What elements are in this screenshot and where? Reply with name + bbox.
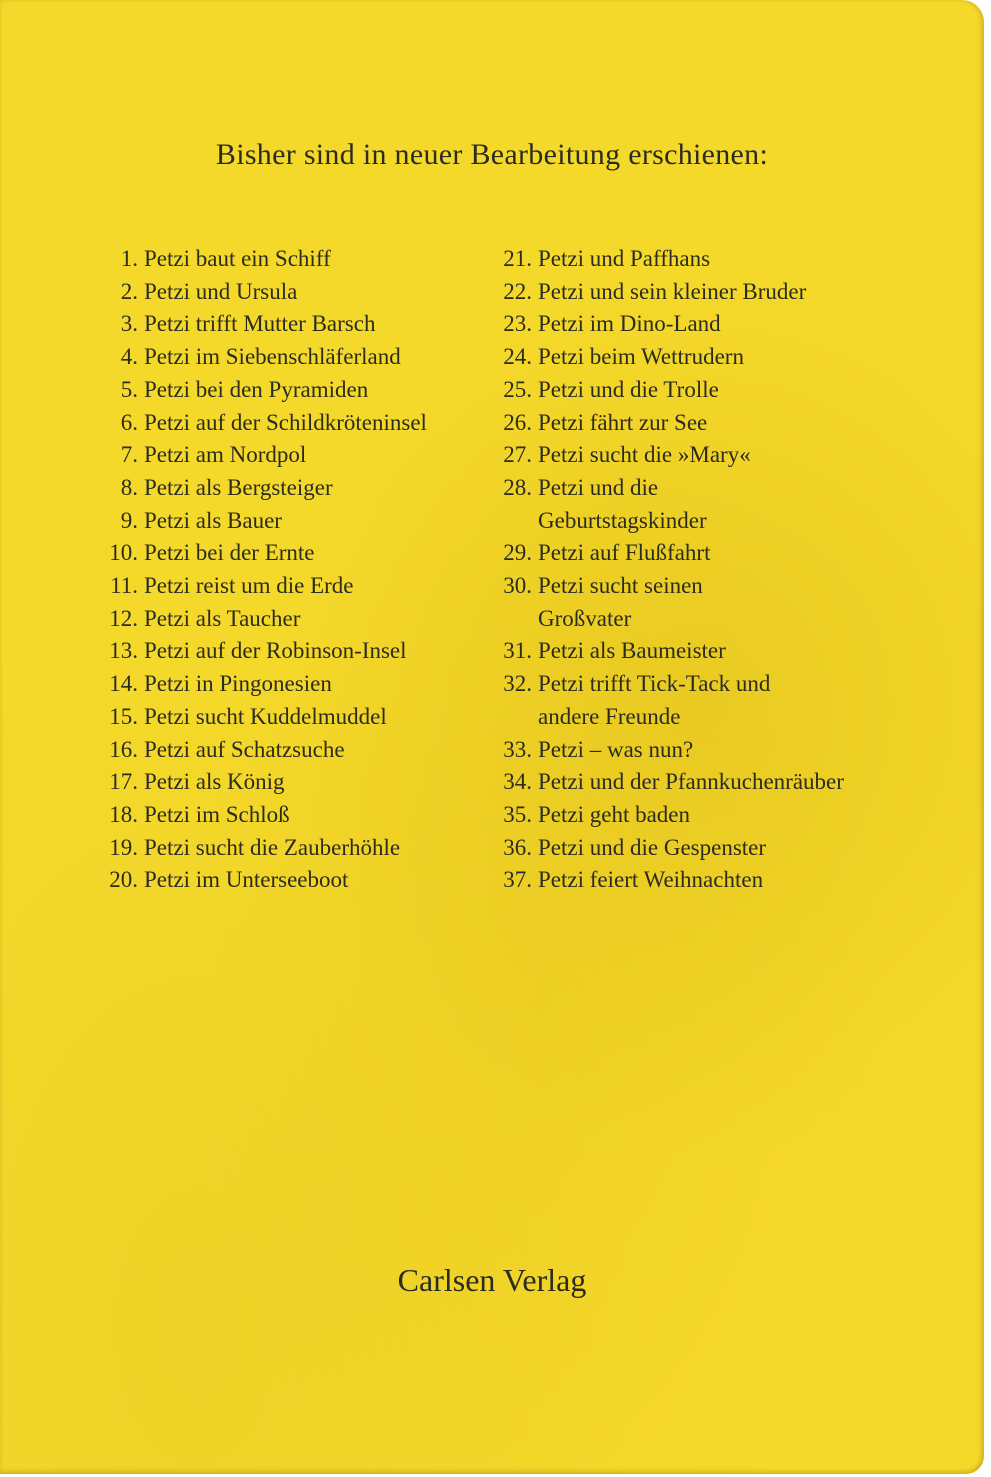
list-item (490, 472, 910, 537)
item-number: 7. (120, 442, 138, 468)
item-title-line: Petzi bei den Pyramiden (144, 376, 369, 402)
item-number: 15. (109, 703, 138, 729)
title-list-left (96, 243, 476, 897)
item-title (538, 832, 910, 865)
item-title-line: Petzi sucht seinen (538, 573, 703, 599)
item-title (144, 799, 476, 832)
item-title (144, 439, 476, 472)
item-title (538, 537, 910, 570)
item-title-line: Petzi auf der Schildkröteninsel (144, 409, 427, 435)
item-title-line: Petzi und die (538, 474, 659, 500)
list-item (96, 799, 476, 832)
item-title (144, 570, 476, 603)
item-number: 10. (109, 540, 138, 566)
item-number: 30. (503, 573, 532, 599)
item-number: 11. (110, 573, 138, 599)
list-item (96, 407, 476, 440)
item-title-line: Petzi auf Flußfahrt (538, 540, 711, 566)
item-title-line: Petzi und sein kleiner Bruder (538, 278, 807, 304)
item-title (538, 864, 910, 897)
item-title (144, 243, 476, 276)
item-title (144, 864, 476, 897)
item-title-line: Petzi sucht Kuddelmuddel (144, 703, 387, 729)
list-item (490, 635, 910, 668)
item-title (538, 439, 910, 472)
list-item (96, 439, 476, 472)
list-item (490, 374, 910, 407)
item-number: 31. (503, 638, 532, 664)
item-number: 25. (503, 376, 532, 402)
item-title-line: Petzi als Bergsteiger (144, 474, 333, 500)
item-number: 21. (503, 246, 532, 271)
item-number: 1. (120, 246, 138, 271)
item-title-line: Petzi bei der Ernte (144, 540, 315, 566)
item-number: 12. (109, 605, 138, 631)
item-title (144, 537, 476, 570)
list-item (96, 537, 476, 570)
item-number: 36. (503, 834, 532, 860)
page-heading: Bisher sind in neuer Bearbeitung erschienen: (215, 138, 769, 171)
item-number: 27. (503, 442, 532, 468)
item-title-line: Petzi im Schloß (144, 801, 290, 827)
item-number: 37. (503, 867, 532, 893)
item-title-line: Petzi im Dino-Land (538, 311, 721, 337)
list-item (490, 570, 910, 635)
list-item (490, 341, 910, 374)
list-item (96, 766, 476, 799)
item-title-line: Petzi geht baden (538, 801, 691, 827)
item-title (538, 341, 910, 374)
item-title (538, 243, 910, 276)
item-number: 6. (120, 409, 138, 435)
item-title-line: Petzi und der Pfannkuchenräuber (538, 769, 844, 795)
item-number: 14. (109, 671, 138, 697)
item-number: 20. (109, 867, 138, 893)
item-title-line: Großvater (538, 605, 632, 631)
list-item (96, 668, 476, 701)
list-item (96, 505, 476, 538)
list-item (490, 766, 910, 799)
item-title (538, 635, 910, 668)
item-number: 33. (503, 736, 532, 762)
item-title (538, 472, 910, 537)
item-title (538, 766, 910, 799)
item-title (144, 505, 476, 538)
list-item (96, 276, 476, 309)
item-title-line: Petzi im Siebenschläferland (144, 344, 401, 370)
item-number: 18. (109, 801, 138, 827)
item-number: 8. (120, 474, 138, 500)
list-item (490, 864, 910, 897)
item-title-line: Petzi beim Wettrudern (538, 344, 744, 370)
item-number: 32. (503, 671, 532, 697)
item-number: 17. (109, 769, 138, 795)
item-title-line: Petzi und Paffhans (538, 246, 711, 271)
item-title (538, 308, 910, 341)
item-title-line: Petzi im Unterseeboot (144, 867, 349, 893)
item-title-line: Petzi als König (144, 769, 285, 795)
item-title-line: Petzi auf der Robinson-Insel (144, 638, 407, 664)
item-number: 9. (120, 507, 138, 533)
item-number: 4. (120, 344, 138, 370)
item-title (538, 570, 910, 635)
list-item (490, 799, 910, 832)
list-item (96, 734, 476, 767)
item-title (144, 603, 476, 636)
item-title (538, 734, 910, 767)
item-title-line: Petzi am Nordpol (144, 442, 307, 468)
item-title-line: Petzi auf Schatzsuche (144, 736, 345, 762)
list-item (490, 407, 910, 440)
list-item (96, 308, 476, 341)
list-item (490, 308, 910, 341)
item-title (144, 276, 476, 309)
item-title (144, 374, 476, 407)
list-item (490, 243, 910, 276)
item-number: 35. (503, 801, 532, 827)
item-title-line: Petzi trifft Mutter Barsch (144, 311, 376, 337)
list-item (96, 832, 476, 865)
item-title-line: Petzi fährt zur See (538, 409, 708, 435)
item-title (538, 407, 910, 440)
item-title (144, 308, 476, 341)
item-title-line: Petzi reist um die Erde (144, 573, 354, 599)
item-number: 19. (109, 834, 138, 860)
list-item (490, 668, 910, 733)
item-number: 34. (503, 769, 532, 795)
list-item (96, 603, 476, 636)
item-number: 13. (109, 638, 138, 664)
list-item (490, 734, 910, 767)
item-number: 23. (503, 311, 532, 337)
item-title (144, 472, 476, 505)
item-title (144, 341, 476, 374)
list-item (490, 276, 910, 309)
list-item (96, 635, 476, 668)
item-number: 2. (120, 278, 138, 304)
item-title-line: Petzi als Bauer (144, 507, 282, 533)
item-title-line: Petzi in Pingonesien (144, 671, 332, 697)
list-item (96, 864, 476, 897)
item-title (144, 832, 476, 865)
item-number: 5. (120, 376, 138, 402)
item-number: 28. (503, 474, 532, 500)
item-title-line: Petzi als Baumeister (538, 638, 726, 664)
list-item (490, 537, 910, 570)
item-title-line: Petzi und die Gespenster (538, 834, 767, 860)
item-title (144, 734, 476, 767)
item-number: 26. (503, 409, 532, 435)
publisher-name: Carlsen Verlag (397, 1262, 587, 1298)
item-title-line: Petzi sucht die Zauberhöhle (144, 834, 401, 860)
list-item (96, 472, 476, 505)
item-title (144, 701, 476, 734)
item-title (538, 276, 910, 309)
item-number: 3. (120, 311, 138, 337)
item-title-line: Petzi und die Trolle (538, 376, 719, 402)
item-number: 22. (503, 278, 532, 304)
list-item (490, 832, 910, 865)
item-title-line: Petzi baut ein Schiff (144, 246, 331, 271)
item-title-line: Petzi trifft Tick-Tack und (538, 671, 771, 697)
list-item (96, 570, 476, 603)
list-item (96, 701, 476, 734)
item-number: 29. (503, 540, 532, 566)
item-title-line: Petzi feiert Weihnachten (538, 867, 764, 893)
item-title (538, 799, 910, 832)
item-number: 24. (503, 344, 532, 370)
item-title (144, 407, 476, 440)
list-item (96, 374, 476, 407)
list-item (96, 341, 476, 374)
item-title-line: andere Freunde (538, 703, 681, 729)
item-number: 16. (109, 736, 138, 762)
item-title (144, 766, 476, 799)
item-title-line: Geburtstagskinder (538, 507, 707, 533)
item-title-line: Petzi und Ursula (144, 278, 298, 304)
item-title-line: Petzi sucht die »Mary« (538, 442, 751, 468)
list-item (96, 243, 476, 276)
list-item (490, 439, 910, 472)
item-title (144, 635, 476, 668)
item-title (144, 668, 476, 701)
item-title-line: Petzi als Taucher (144, 605, 301, 631)
title-list-right (490, 243, 910, 897)
item-title (538, 374, 910, 407)
item-title-line: Petzi – was nun? (538, 736, 694, 762)
item-title (538, 668, 910, 733)
